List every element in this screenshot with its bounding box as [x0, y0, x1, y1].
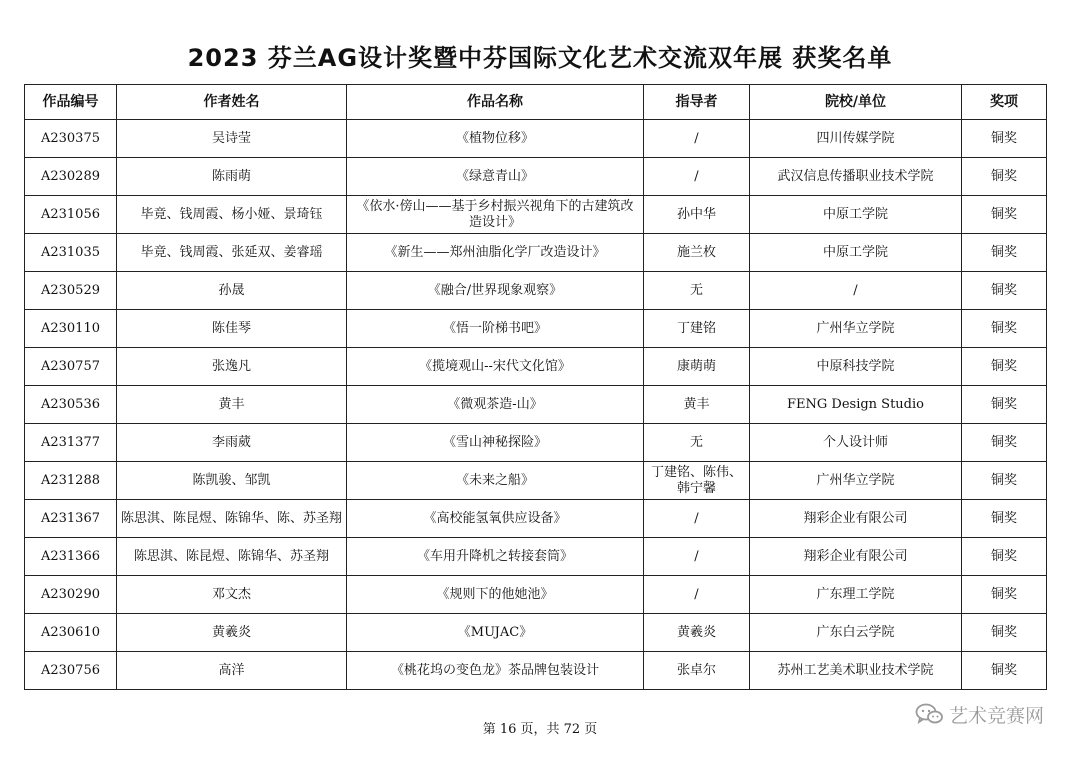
work-title-cell: 《揽境观山--宋代文化馆》 [347, 348, 644, 386]
work-id-cell: A230110 [25, 310, 117, 348]
mentor-cell: / [644, 538, 750, 576]
work-title-cell: 《融合/世界现象观察》 [347, 272, 644, 310]
work-id-cell: A231288 [25, 462, 117, 500]
author-cell: 张逸凡 [117, 348, 347, 386]
table-body [25, 120, 1047, 690]
page-number: 第 16 页，共 72 页 [482, 722, 598, 737]
mentor-cell: 康萌萌 [644, 348, 750, 386]
institution-cell: FENG Design Studio [750, 386, 962, 424]
work-title-cell: 《植物位移》 [347, 120, 644, 158]
watermark-text: 艺术竞赛网 [948, 704, 1044, 727]
institution-cell: 中原工学院 [750, 234, 962, 272]
work-id-cell: A230536 [25, 386, 117, 424]
work-title-cell: 《车用升降机之转接套筒》 [347, 538, 644, 576]
work-id-cell: A230756 [25, 652, 117, 690]
award-cell: 铜奖 [962, 614, 1047, 652]
work-title-cell: 《微观茶造-山》 [347, 386, 644, 424]
award-cell: 铜奖 [962, 576, 1047, 614]
table-row [25, 196, 1047, 234]
work-title-cell: 《新生——郑州油脂化学厂改造设计》 [347, 234, 644, 272]
work-id-cell: A230289 [25, 158, 117, 196]
mentor-cell: 丁建铭 [644, 310, 750, 348]
award-cell: 铜奖 [962, 424, 1047, 462]
header-work-id: 作品编号 [25, 85, 117, 120]
mentor-cell: / [644, 576, 750, 614]
institution-cell: 广州华立学院 [750, 462, 962, 500]
award-cell: 铜奖 [962, 652, 1047, 690]
author-cell: 陈佳琴 [117, 310, 347, 348]
award-cell: 铜奖 [962, 310, 1047, 348]
header-award: 奖项 [962, 85, 1047, 120]
award-cell: 铜奖 [962, 234, 1047, 272]
institution-cell: 苏州工艺美术职业技术学院 [750, 652, 962, 690]
author-cell: 毕竟、钱周霞、杨小娅、景琦钰 [117, 196, 347, 234]
table-header-row [25, 85, 1047, 120]
mentor-cell: 无 [644, 424, 750, 462]
work-id-cell: A230529 [25, 272, 117, 310]
work-title-cell: 《桃花坞の变色龙》茶品牌包装设计 [347, 652, 644, 690]
mentor-cell: / [644, 158, 750, 196]
author-cell: 陈思淇、陈昆煜、陈锦华、苏圣翔 [117, 538, 347, 576]
work-title-cell: 《MUJAC》 [347, 614, 644, 652]
work-title-cell: 《高校能氢氧供应设备》 [347, 500, 644, 538]
author-cell: 黄羲炎 [117, 614, 347, 652]
table-row [25, 158, 1047, 196]
institution-cell: 广东白云学院 [750, 614, 962, 652]
work-id-cell: A230610 [25, 614, 117, 652]
institution-cell: 中原工学院 [750, 196, 962, 234]
work-title-cell: 《绿意青山》 [347, 158, 644, 196]
award-cell: 铜奖 [962, 386, 1047, 424]
institution-cell: 翔彩企业有限公司 [750, 538, 962, 576]
author-cell: 毕竟、钱周霞、张延双、姜睿瑶 [117, 234, 347, 272]
institution-cell: 中原科技学院 [750, 348, 962, 386]
table-row [25, 538, 1047, 576]
author-cell: 高洋 [117, 652, 347, 690]
table-row [25, 424, 1047, 462]
author-cell: 陈凯骏、邹凯 [117, 462, 347, 500]
mentor-cell: 黄羲炎 [644, 614, 750, 652]
award-cell: 铜奖 [962, 462, 1047, 500]
institution-cell: / [750, 272, 962, 310]
institution-cell: 武汉信息传播职业技术学院 [750, 158, 962, 196]
work-id-cell: A230375 [25, 120, 117, 158]
institution-cell: 四川传媒学院 [750, 120, 962, 158]
table-row [25, 462, 1047, 500]
author-cell: 孙晟 [117, 272, 347, 310]
mentor-cell: 黄丰 [644, 386, 750, 424]
award-cell: 铜奖 [962, 158, 1047, 196]
table-row [25, 652, 1047, 690]
work-title-cell: 《依水·傍山——基于乡村振兴视角下的古建筑改造设计》 [347, 196, 644, 234]
table-row [25, 348, 1047, 386]
author-cell: 邓文杰 [117, 576, 347, 614]
work-id-cell: A231366 [25, 538, 117, 576]
institution-cell: 翔彩企业有限公司 [750, 500, 962, 538]
header-work-title: 作品名称 [347, 85, 644, 120]
mentor-cell: / [644, 500, 750, 538]
header-mentor: 指导者 [644, 85, 750, 120]
author-cell: 陈思淇、陈昆煜、陈锦华、陈、苏圣翔 [117, 500, 347, 538]
institution-cell: 广东理工学院 [750, 576, 962, 614]
mentor-cell: 丁建铭、陈伟、韩宁馨 [644, 462, 750, 500]
award-cell: 铜奖 [962, 272, 1047, 310]
mentor-cell: / [644, 120, 750, 158]
institution-cell: 广州华立学院 [750, 310, 962, 348]
table-row [25, 576, 1047, 614]
mentor-cell: 施兰枚 [644, 234, 750, 272]
author-cell: 黄丰 [117, 386, 347, 424]
work-title-cell: 《未来之船》 [347, 462, 644, 500]
author-cell: 吴诗莹 [117, 120, 347, 158]
work-id-cell: A230290 [25, 576, 117, 614]
wechat-icon [915, 702, 943, 726]
work-id-cell: A231056 [25, 196, 117, 234]
work-title-cell: 《悟一阶梯书吧》 [347, 310, 644, 348]
award-list-table [24, 84, 1047, 690]
award-cell: 铜奖 [962, 196, 1047, 234]
table-row [25, 500, 1047, 538]
work-id-cell: A230757 [25, 348, 117, 386]
table-row [25, 614, 1047, 652]
award-cell: 铜奖 [962, 348, 1047, 386]
mentor-cell: 孙中华 [644, 196, 750, 234]
table-row [25, 234, 1047, 272]
table-row [25, 120, 1047, 158]
award-cell: 铜奖 [962, 500, 1047, 538]
award-cell: 铜奖 [962, 538, 1047, 576]
work-title-cell: 《规则下的他她池》 [347, 576, 644, 614]
table-row [25, 386, 1047, 424]
page-title: 2023 芬兰AG设计奖暨中芬国际文化艺术交流双年展 获奖名单 [187, 44, 893, 72]
institution-cell: 个人设计师 [750, 424, 962, 462]
mentor-cell: 无 [644, 272, 750, 310]
work-title-cell: 《雪山神秘探险》 [347, 424, 644, 462]
author-cell: 陈雨萌 [117, 158, 347, 196]
author-cell: 李雨葳 [117, 424, 347, 462]
header-institution: 院校/单位 [750, 85, 962, 120]
work-id-cell: A231367 [25, 500, 117, 538]
work-id-cell: A231377 [25, 424, 117, 462]
mentor-cell: 张卓尔 [644, 652, 750, 690]
award-cell: 铜奖 [962, 120, 1047, 158]
watermark [915, 700, 1044, 728]
table-row [25, 310, 1047, 348]
work-id-cell: A231035 [25, 234, 117, 272]
header-author: 作者姓名 [117, 85, 347, 120]
table-row [25, 272, 1047, 310]
